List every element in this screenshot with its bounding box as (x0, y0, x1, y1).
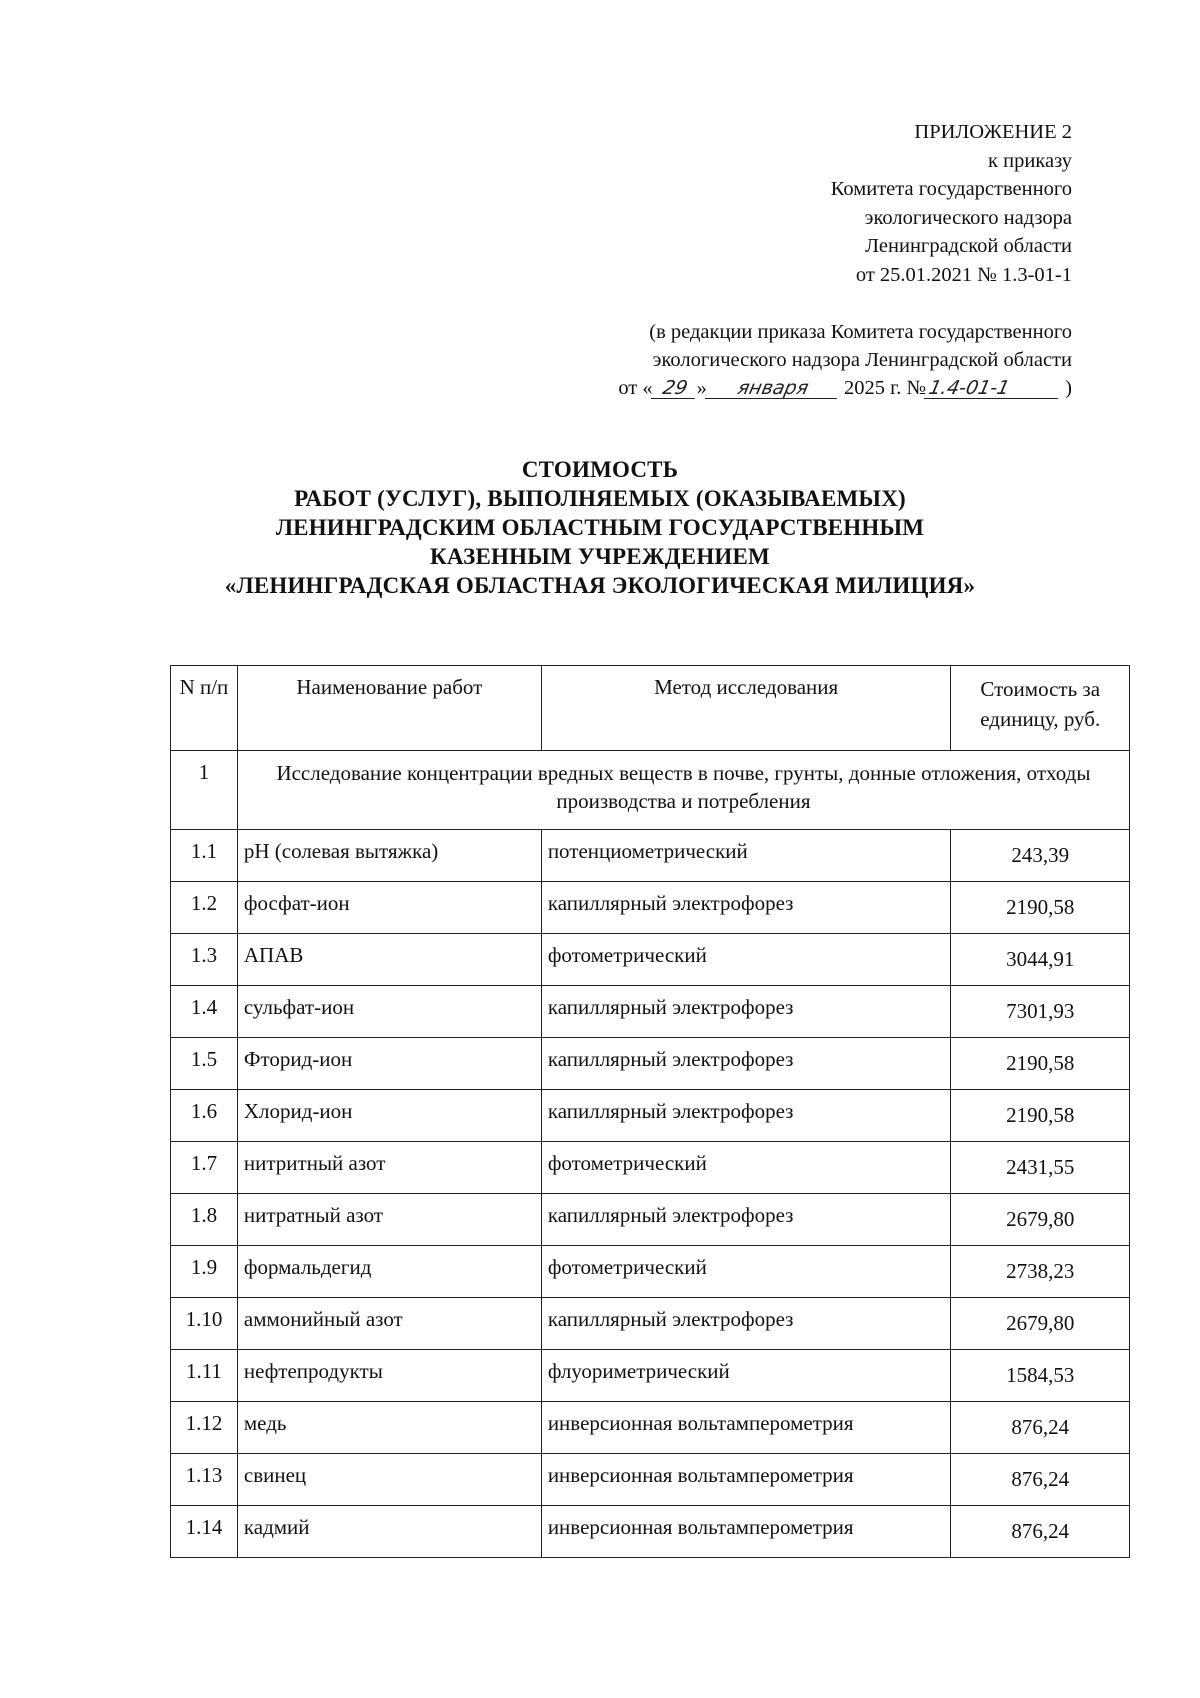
handwritten-order-number: 1.4-01-1 (924, 378, 1062, 399)
row-price: 3044,91 (951, 934, 1130, 986)
row-name: Хлорид-ион (237, 1090, 541, 1142)
table-row (171, 986, 1130, 1038)
title-line: КАЗЕННЫМ УЧРЕЖДЕНИЕМ (430, 544, 770, 569)
row-num: 1.1 (171, 830, 238, 882)
appendix-line: Комитета государственного (830, 178, 1072, 200)
row-method: капиллярный электрофорез (541, 1090, 951, 1142)
price-table (170, 665, 1130, 1558)
row-price: 2190,58 (951, 1090, 1130, 1142)
row-price: 876,24 (951, 1402, 1130, 1454)
table-row (171, 1402, 1130, 1454)
row-name: нефтепродукты (237, 1350, 541, 1402)
row-method: потенциометрический (541, 830, 951, 882)
row-name: pH (солевая вытяжка) (237, 830, 541, 882)
header-price: Стоимость за единицу, руб. (951, 666, 1130, 751)
row-price: 7301,93 (951, 986, 1130, 1038)
section-num: 1 (171, 751, 238, 830)
row-num: 1.2 (171, 882, 238, 934)
header-num: N п/п (171, 666, 238, 751)
row-method: капиллярный электрофорез (541, 1194, 951, 1246)
row-price: 1584,53 (951, 1350, 1130, 1402)
header-name: Наименование работ (237, 666, 541, 751)
table-header-row (171, 666, 1130, 751)
appendix-order-date: от 25.01.2021 № 1.3-01-1 (855, 263, 1072, 286)
row-method: инверсионная вольтамперометрия (541, 1402, 951, 1454)
row-method: инверсионная вольтамперометрия (541, 1454, 951, 1506)
handwritten-month: января (705, 378, 841, 399)
redaction-line: (в редакции приказа Комитета государственного (649, 321, 1072, 343)
redaction-date-line (512, 374, 1072, 402)
redaction-from: от « (618, 377, 653, 399)
row-method: капиллярный электрофорез (541, 882, 951, 934)
title-line: «ЛЕНИНГРАДСКАЯ ОБЛАСТНАЯ ЭКОЛОГИЧЕСКАЯ МИЛИЦИЯ» (224, 573, 976, 598)
row-method: фотометрический (541, 934, 951, 986)
row-price: 2190,58 (951, 882, 1130, 934)
row-num: 1.14 (171, 1506, 238, 1558)
redaction-line: экологического надзора Ленинградской области (652, 349, 1072, 371)
table-row (171, 1142, 1130, 1194)
row-name: свинец (237, 1454, 541, 1506)
redaction-year: 2025 г. № (844, 377, 927, 399)
table-row (171, 1350, 1130, 1402)
row-price: 2431,55 (951, 1142, 1130, 1194)
row-method: фотометрический (541, 1246, 951, 1298)
appendix-line: экологического надзора (864, 206, 1072, 229)
table-row (171, 1038, 1130, 1090)
row-name: аммонийный азот (237, 1298, 541, 1350)
table-row (171, 830, 1130, 882)
row-num: 1.6 (171, 1090, 238, 1142)
section-row (171, 751, 1130, 830)
appendix-title: ПРИЛОЖЕНИЕ 2 (914, 121, 1072, 143)
header-method: Метод исследования (541, 666, 951, 751)
row-price: 2738,23 (951, 1246, 1130, 1298)
row-name: нитратный азот (237, 1194, 541, 1246)
row-method: инверсионная вольтамперометрия (541, 1506, 951, 1558)
row-price: 876,24 (951, 1454, 1130, 1506)
row-method: капиллярный электрофорез (541, 986, 951, 1038)
row-method: капиллярный электрофорез (541, 1298, 951, 1350)
table-row (171, 1246, 1130, 1298)
appendix-line: к приказу (988, 149, 1072, 172)
table-row (171, 1506, 1130, 1558)
row-price: 876,24 (951, 1506, 1130, 1558)
row-name: медь (237, 1402, 541, 1454)
row-num: 1.4 (171, 986, 238, 1038)
row-price: 2190,58 (951, 1038, 1130, 1090)
row-name: Фторид-ион (237, 1038, 541, 1090)
appendix-line: Ленинградской области (865, 235, 1072, 257)
row-name: кадмий (237, 1506, 541, 1558)
row-method: флуориметрический (541, 1350, 951, 1402)
row-name: сульфат-ион (237, 986, 541, 1038)
row-price: 2679,80 (951, 1194, 1130, 1246)
row-num: 1.9 (171, 1246, 238, 1298)
redaction-paren-close: ) (1065, 377, 1072, 399)
row-num: 1.8 (171, 1194, 238, 1246)
section-title: Исследование концентрации вредных веществ в почве, грунты, донные отложения, отходы производства и потребления (237, 751, 1129, 830)
title-line: РАБОТ (УСЛУГ), ВЫПОЛНЯЕМЫХ (ОКАЗЫВАЕМЫХ) (294, 486, 906, 511)
row-name: нитритный азот (237, 1142, 541, 1194)
row-method: капиллярный электрофорез (541, 1038, 951, 1090)
handwritten-day: 29 (650, 378, 698, 399)
table-row (171, 934, 1130, 986)
row-method: фотометрический (541, 1142, 951, 1194)
row-name: формальдегид (237, 1246, 541, 1298)
document-title (120, 455, 1080, 600)
table-row (171, 1194, 1130, 1246)
row-num: 1.10 (171, 1298, 238, 1350)
row-price: 243,39 (951, 830, 1130, 882)
redaction-quote-close: » (696, 377, 707, 399)
table-row (171, 1090, 1130, 1142)
title-line: СТОИМОСТЬ (521, 457, 679, 482)
row-num: 1.7 (171, 1142, 238, 1194)
table-row (171, 882, 1130, 934)
row-num: 1.13 (171, 1454, 238, 1506)
appendix-block (552, 118, 1072, 289)
row-num: 1.3 (171, 934, 238, 986)
title-line: ЛЕНИНГРАДСКИМ ОБЛАСТНЫМ ГОСУДАРСТВЕННЫМ (275, 515, 925, 540)
row-price: 2679,80 (951, 1298, 1130, 1350)
row-num: 1.5 (171, 1038, 238, 1090)
redaction-block (512, 318, 1072, 402)
row-num: 1.11 (171, 1350, 238, 1402)
row-name: фосфат-ион (237, 882, 541, 934)
row-num: 1.12 (171, 1402, 238, 1454)
row-name: АПАВ (237, 934, 541, 986)
table-row (171, 1454, 1130, 1506)
table-row (171, 1298, 1130, 1350)
